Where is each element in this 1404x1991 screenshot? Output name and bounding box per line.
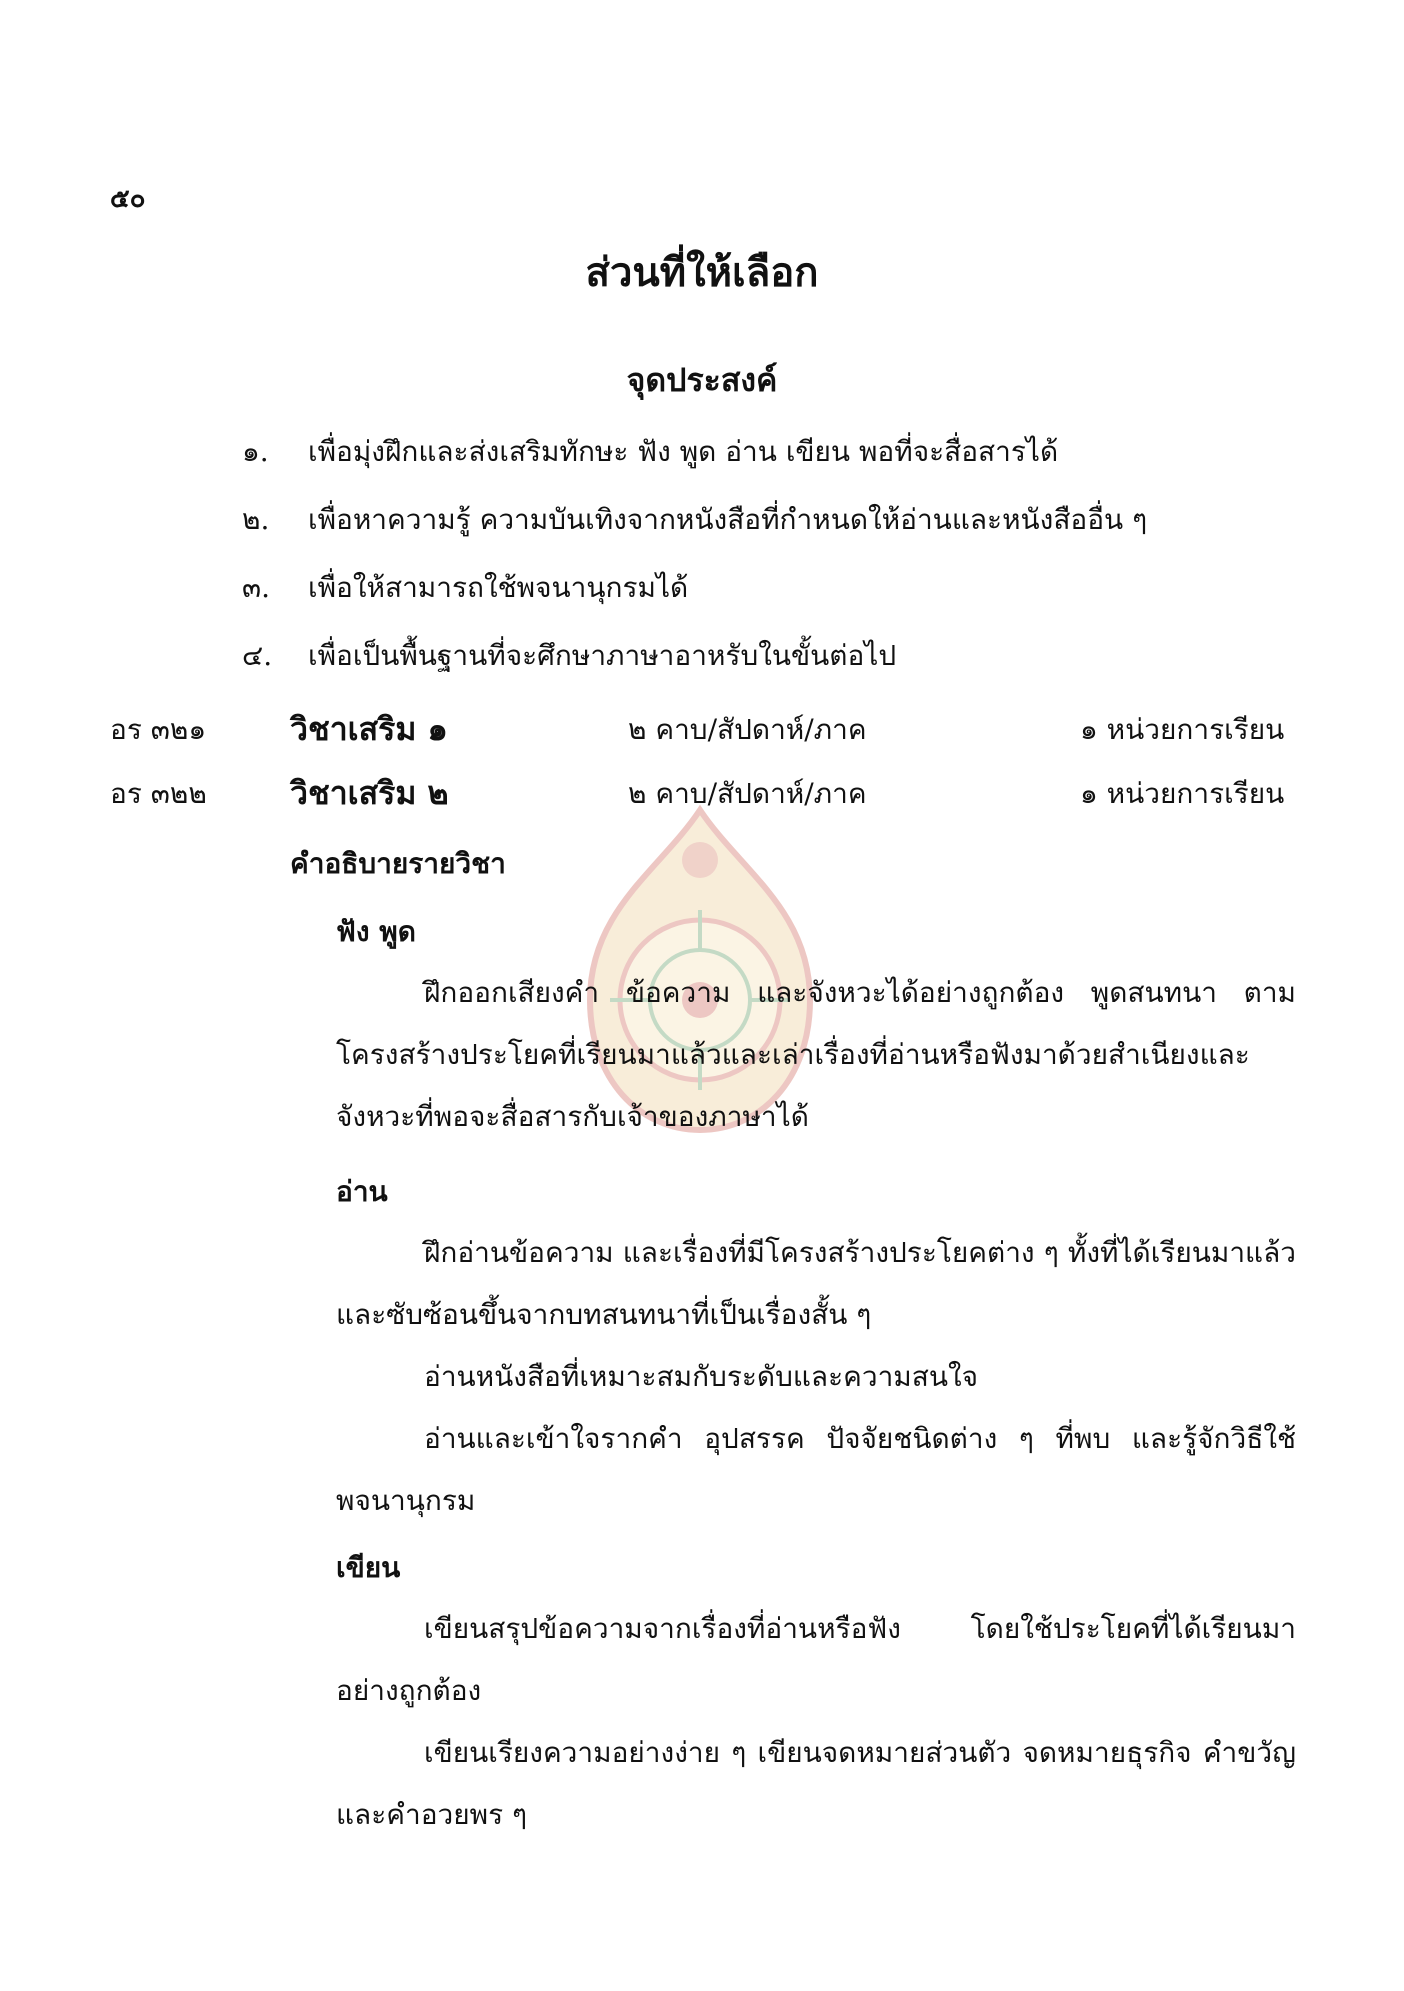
course-row <box>0 708 1404 752</box>
course-credit: ๑ หน่วยการเรียน <box>1080 777 1285 810</box>
listening-speaking-heading: ฟัง พูด <box>336 915 416 948</box>
listening-speaking-paragraph <box>336 962 1296 1148</box>
objective-text: เพื่อหาความรู้ ความบันเทิงจากหนังสือที่กำหนดให้อ่านและหนังสืออื่น ๆ <box>308 503 1148 536</box>
listening-speaking-text: ฝึกออกเสียงคำ ข้อความ และจังหวะได้อย่างถูกต้อง พูดสนทนา ตามโครงสร้างประโยคที่เรียนมาแล้วและเล่าเรื่องที่อ่านหรือฟังมาด้วยสำเนียงและจังหวะที่พอจะสื่อสารกับเจ้าของภาษาได้ <box>336 976 1296 1133</box>
description-heading: คำอธิบายรายวิชา <box>290 847 506 880</box>
course-code: อร ๓๒๒ <box>110 777 207 810</box>
writing-text-2: เขียนเรียงความอย่างง่าย ๆ เขียนจดหมายส่วนตัว จดหมายธุรกิจ คำขวัญ และคำอวยพร ๆ <box>336 1736 1296 1831</box>
reading-paragraph-2 <box>336 1346 1296 1408</box>
writing-text-1: เขียนสรุปข้อความจากเรื่องที่อ่านหรือฟัง โดยใช้ประโยคที่ได้เรียนมาอย่างถูกต้อง <box>336 1612 1296 1707</box>
objective-text: เพื่อเป็นพื้นฐานที่จะศึกษาภาษาอาหรับในขั้นต่อไป <box>308 639 897 672</box>
objective-number: ๔. <box>242 639 273 672</box>
course-hours: ๒ คาบ/สัปดาห์/ภาค <box>628 713 867 746</box>
course-credit: ๑ หน่วยการเรียน <box>1080 713 1285 746</box>
objective-item <box>242 498 1147 542</box>
course-row <box>0 772 1404 816</box>
reading-text-3: อ่านและเข้าใจรากคำ อุปสรรค ปัจจัยชนิดต่าง ๆ ที่พบ และรู้จักวิธีใช้พจนานุกรม <box>336 1422 1296 1517</box>
reading-heading: อ่าน <box>336 1175 388 1208</box>
page-number: ๕๐ <box>110 184 146 214</box>
objective-number: ๓. <box>242 571 271 604</box>
course-name: วิชาเสริม ๒ <box>290 774 449 812</box>
objective-item <box>242 566 688 610</box>
objective-text: เพื่อให้สามารถใช้พจนานุกรมได้ <box>308 571 689 604</box>
objective-number: ๑. <box>242 435 269 468</box>
writing-heading: เขียน <box>336 1551 401 1584</box>
reading-text-1: ฝึกอ่านข้อความ และเรื่องที่มีโครงสร้างประโยคต่าง ๆ ทั้งที่ได้เรียนมาแล้ว และซับซ้อนขึ้นจากบทสนทนาที่เป็นเรื่องสั้น ๆ <box>336 1236 1296 1331</box>
reading-paragraph-3 <box>336 1408 1296 1532</box>
objective-item <box>242 430 1058 474</box>
writing-paragraph-1 <box>336 1598 1296 1722</box>
reading-text-2: อ่านหนังสือที่เหมาะสมกับระดับและความสนใจ <box>424 1360 979 1393</box>
objectives-heading: จุดประสงค์ <box>626 361 778 399</box>
course-code: อร ๓๒๑ <box>110 713 207 746</box>
reading-paragraph-1 <box>336 1222 1296 1346</box>
course-name: วิชาเสริม ๑ <box>290 710 448 748</box>
objective-number: ๒. <box>242 503 270 536</box>
page-title: ส่วนที่ให้เลือก <box>585 249 819 296</box>
course-hours: ๒ คาบ/สัปดาห์/ภาค <box>628 777 867 810</box>
writing-paragraph-2 <box>336 1722 1296 1846</box>
objective-item <box>242 634 896 678</box>
objective-text: เพื่อมุ่งฝึกและส่งเสริมทักษะ ฟัง พูด อ่าน เขียน พอที่จะสื่อสารได้ <box>308 435 1059 468</box>
